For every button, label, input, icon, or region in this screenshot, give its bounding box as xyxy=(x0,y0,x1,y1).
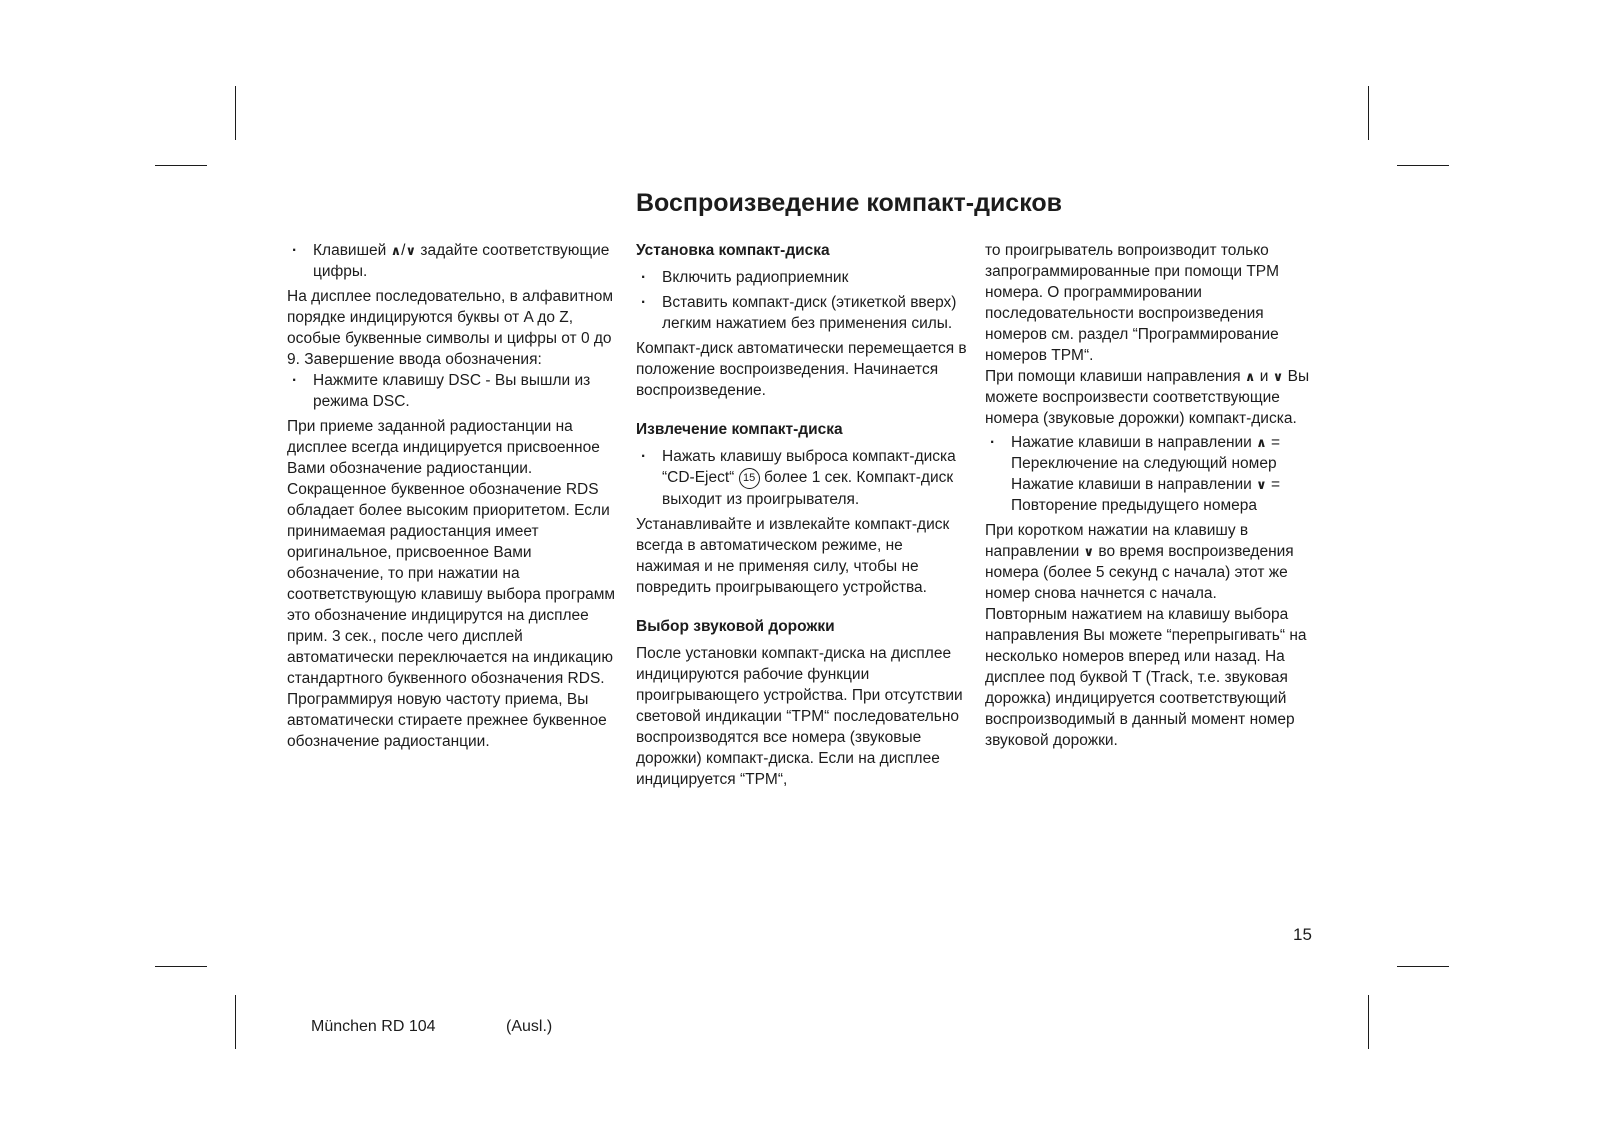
footer-note: (Ausl.) xyxy=(506,1018,553,1035)
bullet-list xyxy=(636,446,970,510)
crop-mark xyxy=(1368,995,1369,1049)
list-item: · Включить радиоприемник xyxy=(636,267,970,288)
paragraph: При помощи клавиши направления ∧ и ∨ Вы можете воспроизвести соответствующие номера (звуковые дорожки) компакт-диска. xyxy=(985,368,1310,427)
crop-mark xyxy=(235,995,236,1049)
paragraph: Программируя новую частоту приема, Вы автоматически стираете прежнее буквенное обозначение радиостанции. xyxy=(287,691,607,750)
paragraph: Повторным нажатием на клавишу выбора направления Вы можете “перепрыгивать“ на несколько номеров вперед или назад. На дисплее под буквой T (Track, т.е. звуковая дорожка) индицируется соответствующий воспроизводимый в данный момент номер звуковой дорожки. xyxy=(985,606,1307,749)
arrow-up-icon: ∧ xyxy=(390,243,402,258)
paragraph: При приеме заданной радиостанции на дисплее всегда индицируется присвоенное Вами обозначение радиостанции. xyxy=(287,418,600,477)
bullet-list xyxy=(636,267,970,334)
crop-mark xyxy=(235,86,236,140)
paragraph: После установки компакт-диска на дисплее индицируются рабочие функции проигрывающего устройства. При отсутствии световой индикации “TPM“ последовательно воспроизводятся все номера (звуковые дорожки) компакт-диска. Если на дисплее индицируется “TPM“, xyxy=(636,645,963,788)
crop-mark xyxy=(155,966,207,967)
list-item: · Клавишей ∧/∨ задайте соответствующие цифры. xyxy=(287,240,617,282)
section-heading: Установка компакт-диска xyxy=(636,242,830,259)
bullet-list xyxy=(287,370,617,412)
crop-mark xyxy=(1397,966,1449,967)
list-item: Нажатие клавиши в направлении ∨ = Повторение предыдущего номера xyxy=(1011,476,1281,514)
paragraph: Компакт-диск автоматически перемещается в положение воспроизведения. Начинается воспроизведение. xyxy=(636,340,967,399)
arrow-down-icon: ∨ xyxy=(1256,477,1267,492)
section-heading: Извлечение компакт-диска xyxy=(636,421,843,438)
crop-mark xyxy=(155,165,207,166)
crop-mark xyxy=(1397,165,1449,166)
arrow-down-icon: ∨ xyxy=(1083,544,1095,559)
page-title: Воспроизведение компакт-дисков xyxy=(636,189,1063,217)
footer-model: München RD 104 xyxy=(311,1018,436,1035)
key-15-icon: 15 xyxy=(739,468,760,489)
bullet-list xyxy=(985,432,1323,516)
page-number: 15 xyxy=(1293,925,1312,944)
bullet-list xyxy=(287,240,617,282)
list-item: · Нажмите клавишу DSC - Вы вышли из режима DSC. xyxy=(287,370,617,412)
column-2 xyxy=(636,240,970,793)
arrow-down-icon: ∨ xyxy=(1272,369,1284,384)
crop-mark xyxy=(1368,86,1369,140)
section-heading: Выбор звуковой дорожки xyxy=(636,618,835,635)
list-item: · Нажатие клавиши в направлении ∧ = Переключение на следующий номер xyxy=(985,432,1323,474)
paragraph: Устанавливайте и извлекайте компакт-диск всегда в автоматическом режиме, не нажимая и не применяя силу, чтобы не повредить проигрывающего устройства. xyxy=(636,516,950,596)
paragraph: На дисплее последовательно, в алфавитном порядке индицируются буквы от A до Z, особые буквенные символы и цифры от 0 до 9. Завершение ввода обозначения: xyxy=(287,288,613,368)
list-item: · Нажать клавишу выброса компакт-диска “CD-Eject“ 15 более 1 сек. Компакт-диск выходит из проигрывателя. xyxy=(636,446,970,510)
paragraph: то проигрыватель вопроизводит только запрограммированные при помощи TPM номера. О программировании последовательности воспроизведения номеров см. раздел “Программирование номеров TPM“. xyxy=(985,242,1280,364)
paragraph: Сокращенное буквенное обозначение RDS обладает более высоким приоритетом. Если принимаемая радиостанция имеет оригинальное, присвоенное Вами обозначение, то при нажатии на соответствующую клавишу выбора программ это обозначение индицирутся на дисплее прим. 3 сек., после чего дисплей автоматически переключается на индикацию стандартного буквенного обозначения RDS. xyxy=(287,481,616,687)
paragraph: При коротком нажатии на клавишу в направлении ∨ во время воспроизведения номера (более 5 секунд с начала) этот же номер снова начнется с начала. xyxy=(985,522,1294,602)
arrow-up-icon: ∧ xyxy=(1256,435,1267,450)
arrow-down-icon: ∨ xyxy=(405,243,417,258)
column-3 xyxy=(985,240,1323,751)
list-item: · Вставить компакт-диск (этикеткой вверх) легким нажатием без применения силы. xyxy=(636,292,970,334)
arrow-up-icon: ∧ xyxy=(1244,369,1256,384)
column-1 xyxy=(287,240,617,752)
